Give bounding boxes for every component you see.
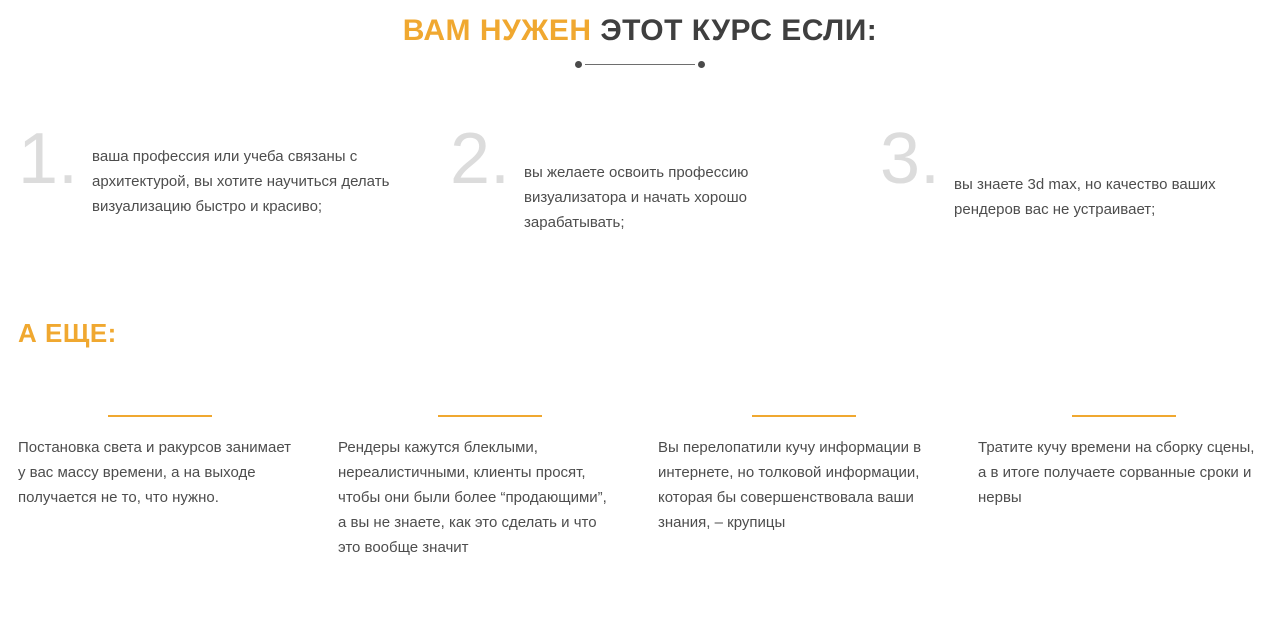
dot-line-dot-divider-icon <box>575 59 705 71</box>
column-rule-icon <box>108 415 212 417</box>
pain-point-column <box>960 415 1280 560</box>
reason-item <box>0 119 450 235</box>
reason-number: 1. <box>18 119 79 199</box>
reason-text: вы знаете 3d max, но качество ваших рендеров вас не устраивает; <box>954 176 1216 218</box>
column-rule-icon <box>752 415 856 417</box>
page-title-plain: ЭТОТ КУРС ЕСЛИ: <box>600 14 878 47</box>
pain-point-text: Постановка света и ракурсов занимает у вас массу времени, а на выходе получается не то, что нужно. <box>18 439 292 506</box>
divider-line-icon <box>585 64 695 65</box>
reason-text: ваша профессия или учеба связаны с архитектурой, вы хотите научиться делать визуализацию быстро и красиво; <box>92 148 390 215</box>
pain-point-column <box>0 415 320 560</box>
reason-item <box>880 119 1280 235</box>
column-rule-icon <box>1072 415 1176 417</box>
pain-point-text: Тратите кучу времени на сборку сцены, а в итоге получаете сорванные сроки и нервы <box>978 439 1255 506</box>
section-subheading: А ЕЩЕ: <box>18 318 117 348</box>
pain-point-column <box>640 415 960 560</box>
reason-number: 2. <box>450 119 511 199</box>
column-rule-icon <box>438 415 542 417</box>
reason-number: 3. <box>880 119 941 199</box>
page-title <box>0 14 1280 47</box>
pain-points-columns <box>0 415 1280 560</box>
reason-text: вы желаете освоить профессию визуализатора и начать хорошо зарабатывать; <box>524 164 749 231</box>
pain-point-text: Вы перелопатили кучу информации в интернете, но толковой информации, которая бы совершенствовала ваши знания, – крупицы <box>658 439 922 531</box>
reason-item <box>450 119 880 235</box>
pain-point-text: Рендеры кажутся блеклыми, нереалистичными, клиенты просят, чтобы они были более “продающими”, а вы не знаете, как это сделать и что это вообще значит <box>338 439 607 556</box>
pain-point-column <box>320 415 640 560</box>
divider-dot-left-icon <box>575 61 582 68</box>
page-header <box>0 0 1280 71</box>
page-title-accent: ВАМ НУЖЕН <box>402 14 592 47</box>
reasons-list <box>0 119 1280 235</box>
divider-dot-right-icon <box>698 61 705 68</box>
